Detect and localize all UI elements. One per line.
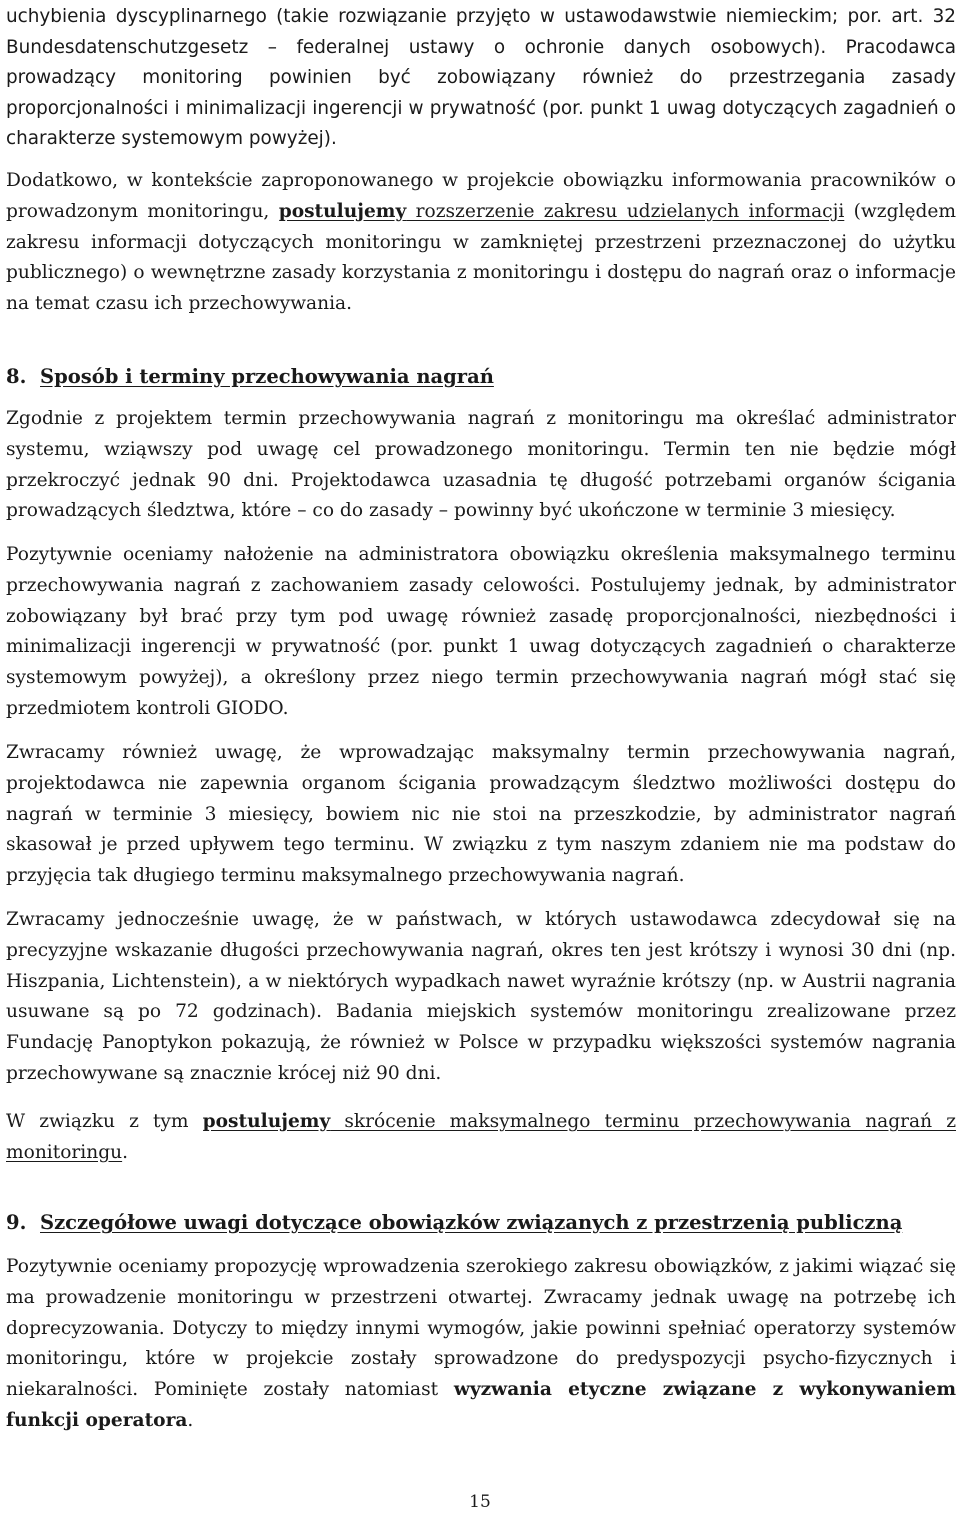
paragraph-9-1 <box>6 1252 956 1437</box>
paragraph-8-3 <box>6 738 956 892</box>
section-title: Szczegółowe uwagi dotyczące obowiązków związanych z przestrzenią publiczną <box>40 1211 903 1234</box>
paragraph-8-5 <box>6 1107 956 1169</box>
section-title: Sposób i terminy przechowywania nagrań <box>40 365 494 388</box>
section-number: 8. <box>6 365 27 388</box>
paragraph-text: uchybienia dyscyplinarnego (takie rozwiązanie przyjęto w ustawodawstwie niemieckim; por. art. 32 Bundesdatenschutzgesetz – federalnej ustawy o ochronie danych osobowych). Pracodawca prowadzący monitoring powinien być zobowiązany również do przestrzegania zasady proporcjonalności i minimalizacji ingerencji w prywatność (por. punkt 1 uwag dotyczących zagadnień o charakterze systemowym powyżej). <box>6 6 956 150</box>
underlined-postulate-text: skrócenie maksymalnego terminu przechowywania nagrań z monitoringu <box>6 1111 956 1163</box>
emphasis-postulate: postulujemy <box>202 1111 331 1132</box>
paragraph-informing-employees <box>6 166 956 320</box>
emphasis-postulate: postulujemy <box>278 200 407 222</box>
paragraph-text: Zwracamy również uwagę, że wprowadzając maksymalny termin przechowywania nagrań, projektodawca nie zapewnia organom ścigania prowadzącym śledztwo możliwości dostępu do nagrań w terminie 3 miesięcy, bowiem nic nie stoi na przeszkodzie, by administrator nagrań skasował je przed upływem tego terminu. W związku z tym naszym zdaniem nie ma podstaw do przyjęcia tak długiego terminu maksymalnego przechowywania nagrań. <box>6 742 956 887</box>
paragraph-text: Zwracamy jednocześnie uwagę, że w państwach, w których ustawodawca zdecydował się na precyzyjne wskazanie długości przechowywania nagrań, okres ten jest krótszy i wynosi 30 dni (np. Hiszpania, Lichtenstein), a w niektórych wypadkach nawet wyraźnie krótszy (np. w Austrii nagrania usuwane są po 72 godzinach). Badania miejskich systemów monitoringu zrealizowane przez Fundację Panoptykon pokazują, że również w Polsce w przypadku większości systemów nagrania przechowywane są znacznie krócej niż 90 dni. <box>6 909 956 1084</box>
section-heading-9 <box>6 1208 956 1238</box>
paragraph-text: Dodatkowo, w kontekście zaproponowanego w projekcie obowiązku informowania pracowników o prowadzonym monitoringu, <box>6 170 956 222</box>
paragraph-text: . <box>122 1141 129 1163</box>
paragraph-continuation <box>6 2 956 155</box>
paragraph-8-2 <box>6 540 956 725</box>
paragraph-8-4 <box>6 905 956 1090</box>
section-heading-8 <box>6 362 956 392</box>
paragraph-text: W związku z tym <box>6 1111 203 1132</box>
paragraph-text: Pozytywnie oceniamy nałożenie na administratora obowiązku określenia maksymalnego terminu przechowywania nagrań z zachowaniem zasady celowości. Postulujemy jednak, by administrator zobowiązany był brać przy tym pod uwagę również zasadę proporcjonalności, niezbędności i minimalizacji ingerencji w prywatność (por. punkt 1 uwag dotyczących zagadnień o charakterze systemowym powyżej), a określony przez niego termin przechowywania nagrań mógł stać się przedmiotem kontroli GIODO. <box>6 544 956 719</box>
page-number: 15 <box>469 1492 491 1512</box>
section-number: 9. <box>6 1211 27 1234</box>
paragraph-8-1 <box>6 404 956 527</box>
emphasis-ethics: wyzwania etyczne związane z wykonywaniem funkcji operatora <box>6 1379 956 1431</box>
paragraph-text: Pozytywnie oceniamy propozycję wprowadzenia szerokiego zakresu obowiązków, z jakimi wiązać się ma prowadzenie monitoringu w przestrzeni otwartej. Zwracamy jednak uwagę na potrzebę ich doprecyzowania. Dotyczy to między innymi wymogów, jakie powinni spełniać operatorzy systemów monitoringu, które w projekcie zostały sprowadzone do predyspozycji psycho-fizycznych i niekaralności. Pominięte zostały natomiast <box>6 1256 956 1401</box>
paragraph-text: Zgodnie z projektem termin przechowywania nagrań z monitoringu ma określać administrator systemu, wziąwszy pod uwagę cel prowadzonego monitoringu. Termin ten nie będzie mógł przekroczyć jednak 90 dni. Projektodawca uzasadnia tę długość potrzebami organów ścigania prowadzących śledztwa, które – co do zasady – powinny być ukończone w terminie 3 miesięcy. <box>6 408 956 522</box>
paragraph-text: (względem zakresu informacji dotyczących monitoringu w zamkniętej przestrzeni przeznaczonej do użytku publicznego) o wewnętrzne zasady korzystania z monitoringu i dostępu do nagrań oraz o informacje na temat czasu ich przechowywania. <box>6 200 956 315</box>
paragraph-text: . <box>187 1409 194 1431</box>
underlined-postulate-text: rozszerzenie zakresu udzielanych informacji <box>406 200 845 222</box>
